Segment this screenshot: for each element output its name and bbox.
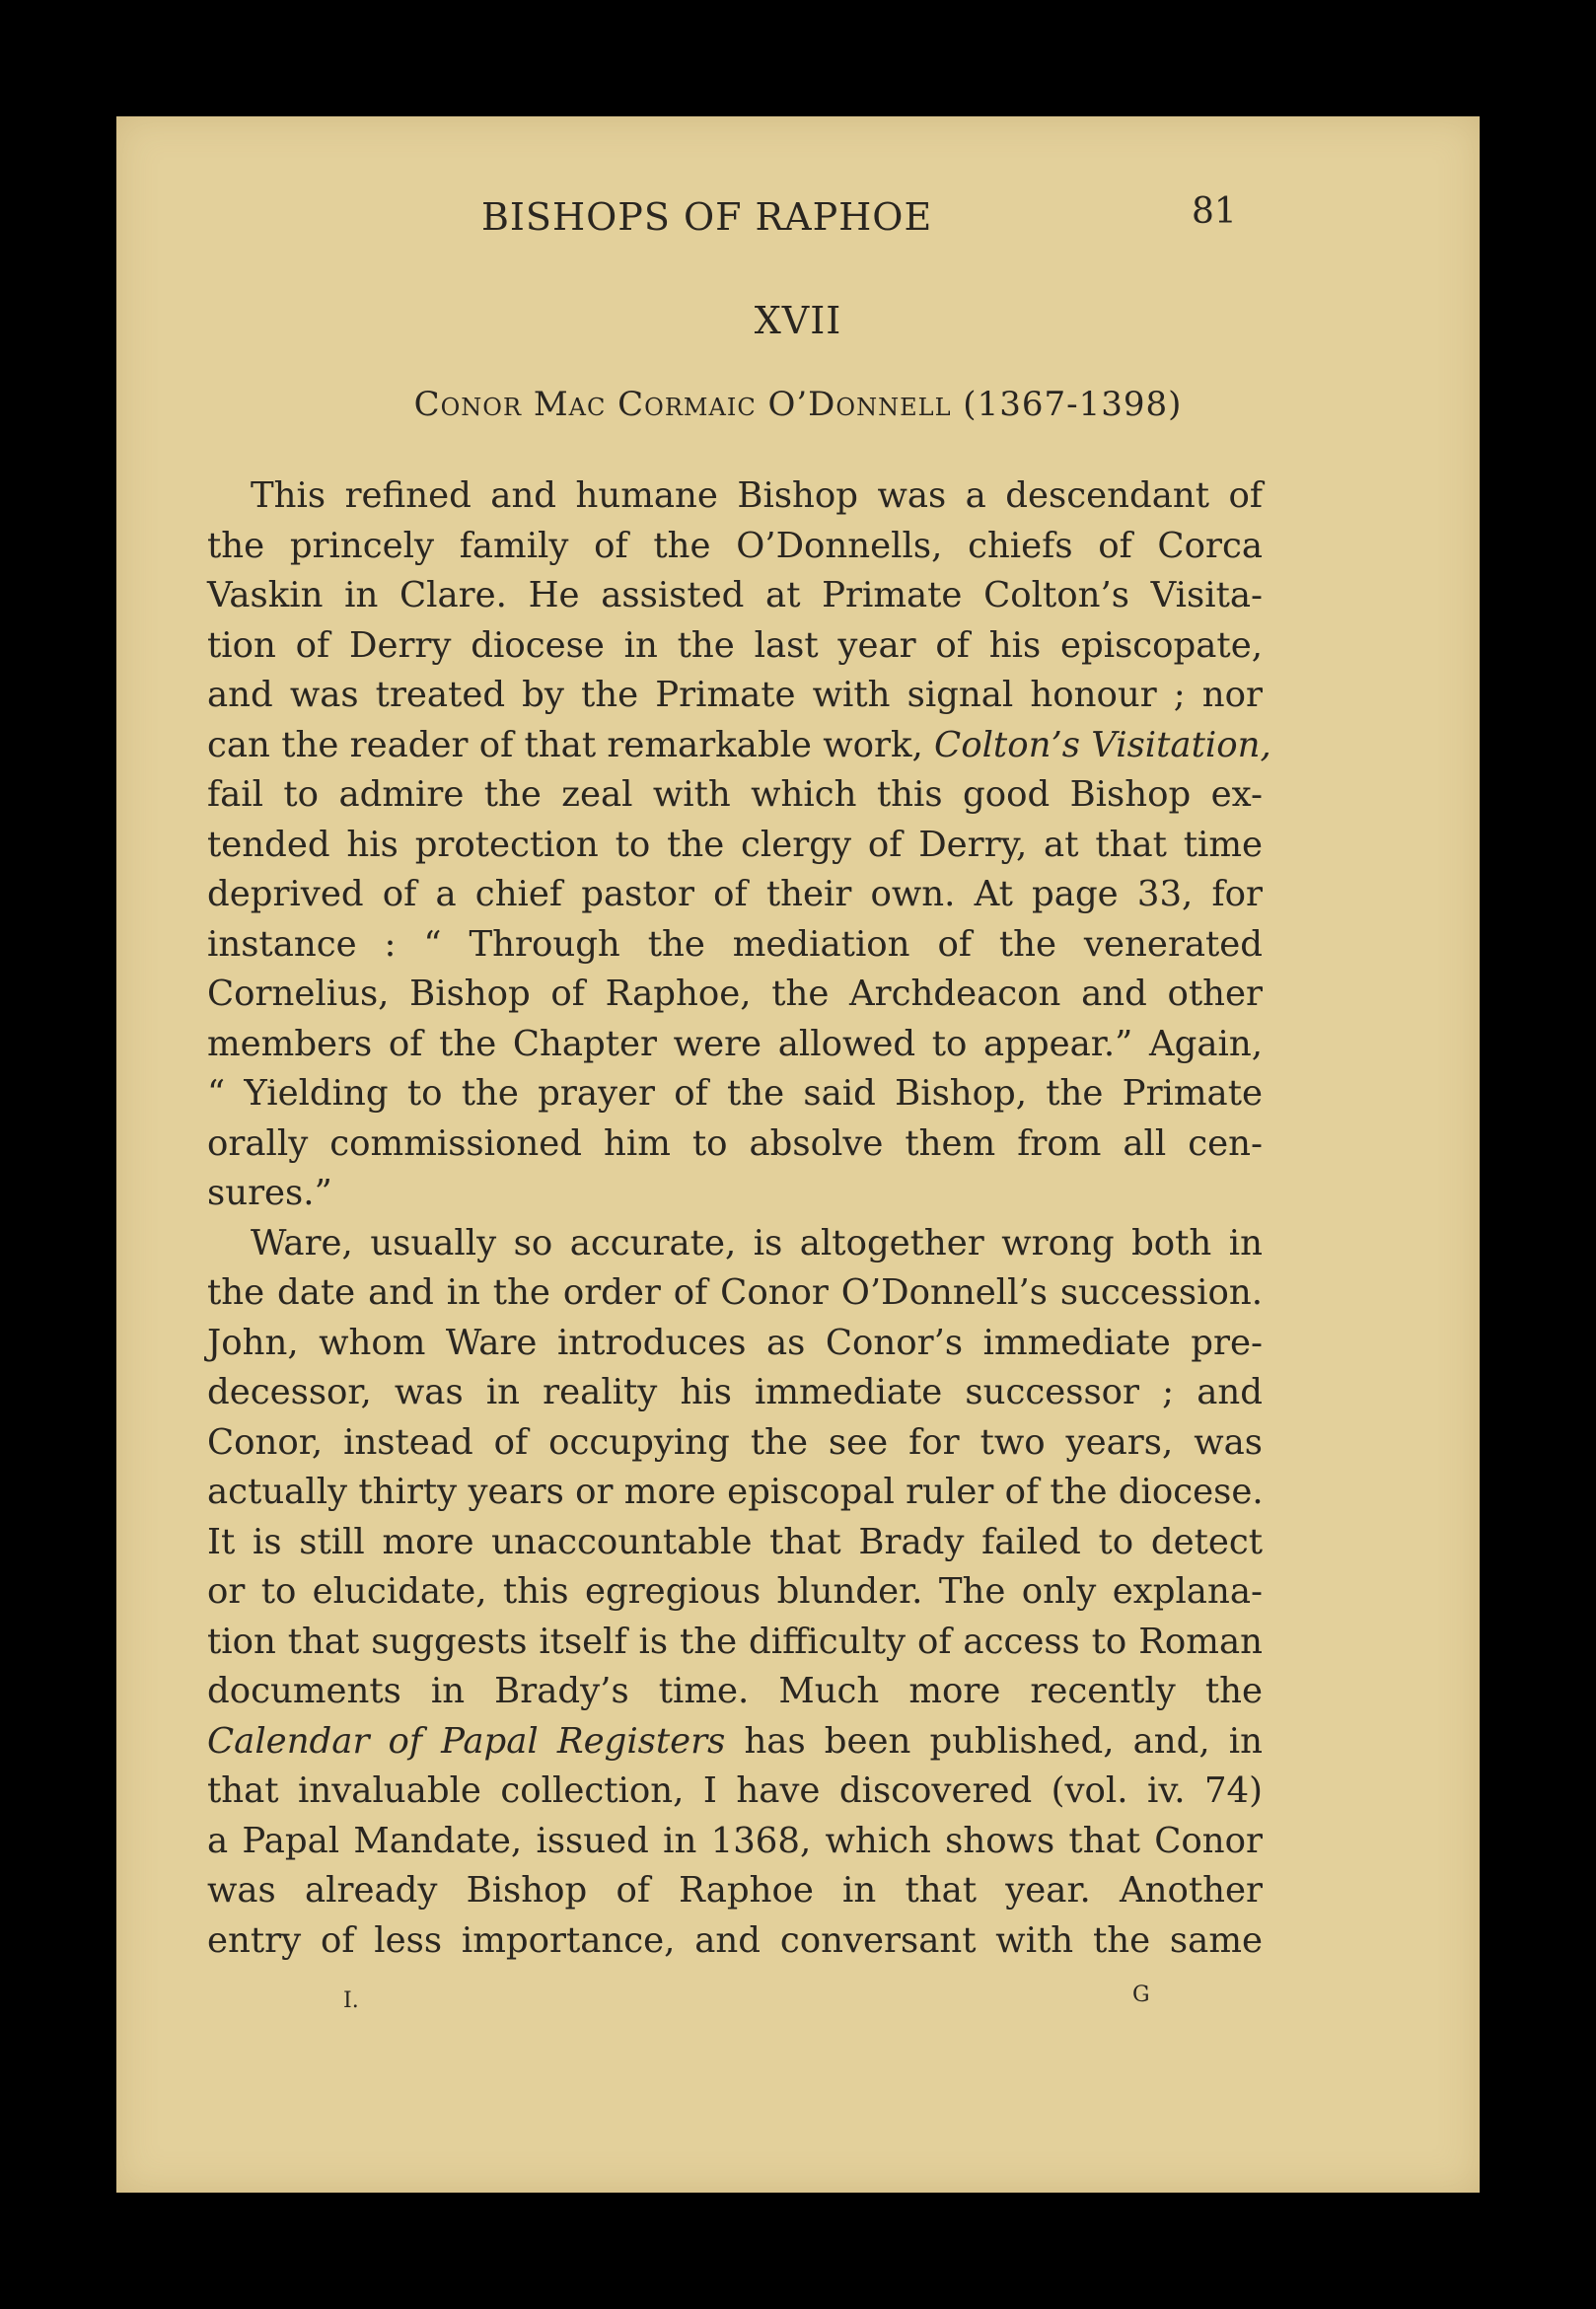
text-line: and was treated by the Primate with signal honour ; nor bbox=[207, 675, 1263, 715]
text-line: tended his protection to the clergy of Derry, at that time bbox=[207, 824, 1263, 865]
running-head bbox=[116, 187, 1480, 247]
text-line: This refined and humane Bishop was a descendant of bbox=[251, 475, 1263, 516]
text-line: instance : “ Through the mediation of the venerated bbox=[207, 923, 1263, 965]
text-line: members of the Chapter were allowed to appear.” Again, bbox=[207, 1023, 1263, 1064]
italic-work-title: Calendar of Papal Registers bbox=[207, 1720, 726, 1762]
text-line: actually thirty years or more episcopal ruler of the diocese. bbox=[207, 1472, 1264, 1512]
chapter-title: Conor Mac Cormaic O’Donnell (1367-1398) bbox=[413, 385, 1183, 424]
signature-mark-right: G bbox=[1132, 1983, 1150, 2007]
text-line: that invaluable collection, I have discovered (vol. iv. 74) bbox=[207, 1770, 1263, 1811]
text-line: entry of less importance, and conversant with the same bbox=[207, 1919, 1263, 1961]
text-line: the date and in the order of Conor O’Donnell’s succession. bbox=[207, 1272, 1263, 1313]
chapter-numeral: XVII bbox=[754, 299, 842, 342]
text-line: orally commissioned him to absolve them from all cen- bbox=[207, 1122, 1263, 1164]
text-line: or to elucidate, this egregious blunder. The only explana- bbox=[207, 1571, 1263, 1612]
text-line: It is still more unaccountable that Brady failed to detect bbox=[207, 1521, 1263, 1562]
book-page bbox=[116, 116, 1480, 2193]
signature-mark-left: I. bbox=[343, 1988, 359, 2013]
text-line: decessor, was in reality his immediate successor ; and bbox=[207, 1372, 1263, 1412]
text-line: John, whom Ware introduces as Conor’s immediate pre- bbox=[207, 1322, 1263, 1363]
text-line: fail to admire the zeal with which this good Bishop ex- bbox=[207, 774, 1263, 815]
text-line-with-italic bbox=[207, 721, 1271, 771]
text-line: Ware, usually so accurate, is altogether wrong both in bbox=[251, 1222, 1263, 1263]
running-title: BISHOPS OF RAPHOE bbox=[481, 195, 933, 239]
text-line: the princely family of the O’Donnells, chiefs of Corca bbox=[207, 525, 1263, 566]
text-line: a Papal Mandate, issued in 1368, which shows that Conor bbox=[207, 1820, 1263, 1861]
text-line: Vaskin in Clare. He assisted at Primate Colton’s Visita- bbox=[207, 575, 1263, 615]
text-line: tion that suggests itself is the difficulty of access to Roman bbox=[207, 1621, 1263, 1662]
italic-work-title: Colton’s Visitation, bbox=[934, 724, 1271, 765]
text-line: deprived of a chief pastor of their own. At page 33, for bbox=[207, 874, 1263, 914]
text-line: was already Bishop of Raphoe in that year. Another bbox=[207, 1870, 1263, 1911]
text-line: “ Yielding to the prayer of the said Bishop, the Primate bbox=[207, 1073, 1263, 1114]
text-line: Conor, instead of occupying the see for two years, was bbox=[207, 1421, 1263, 1463]
text-segment: can the reader of that remarkable work, bbox=[207, 724, 923, 765]
text-line: tion of Derry diocese in the last year of his episcopate, bbox=[207, 624, 1263, 666]
text-line: sures.” bbox=[207, 1173, 332, 1213]
text-line-with-italic bbox=[207, 1717, 1263, 1768]
page-number: 81 bbox=[1192, 191, 1237, 232]
text-line: documents in Brady’s time. Much more recently the bbox=[207, 1671, 1263, 1711]
body-text bbox=[207, 471, 1271, 1966]
text-line: Cornelius, Bishop of Raphoe, the Archdeacon and other bbox=[207, 974, 1263, 1014]
text-segment: has been published, and, in bbox=[744, 1720, 1263, 1762]
